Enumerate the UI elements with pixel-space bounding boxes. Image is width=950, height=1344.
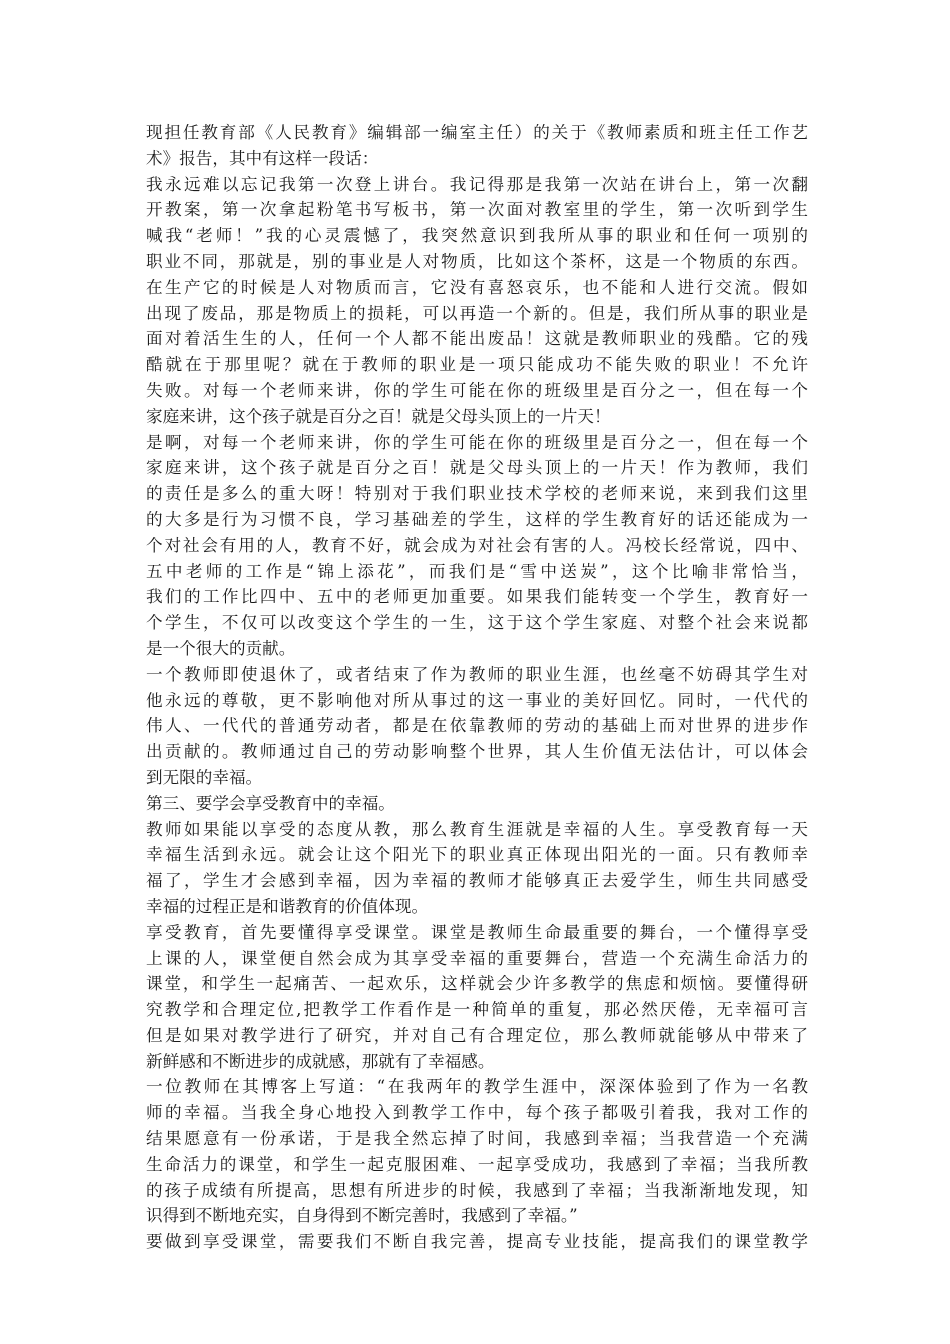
text-line: 的责任是多么的重大呀！特别对于我们职业技术学校的老师来说，来到我们这里	[146, 484, 808, 504]
text-line: 到无限的幸福。	[146, 767, 263, 787]
text-line: 出现了废品，那是物质上的损耗，可以再造一个新的。但是，我们所从事的职业是	[146, 303, 808, 323]
text-line: 一个教师即使退休了，或者结束了作为教师的职业生涯，也丝毫不妨碍其学生对	[146, 664, 808, 684]
text-line: 现担任教育部《人民教育》编辑部一编室主任）的关于《教师素质和班主任工作艺	[146, 123, 808, 142]
text-line: 失败。对每一个老师来讲，你的学生可能在你的班级里是百分之一，但在每一个	[146, 380, 808, 400]
text-line: 幸福生活到永远。就会让这个阳光下的职业真正体现出阳光的一面。只有教师幸	[146, 845, 808, 865]
text-line: 的大多是行为习惯不良，学习基础差的学生，这样的学生教育好的话还能成为一	[146, 509, 808, 529]
text-line: 职业不同，那就是，别的事业是人对物质，比如这个茶杯，这是一个物质的东西。	[146, 251, 808, 271]
text-line: 但是如果对教学进行了研究，并对自己有合理定位，那么教师就能够从中带来了	[146, 1025, 808, 1045]
text-line: 课堂，和学生一起痛苦、一起欢乐，这样就会少许多教学的焦虑和烦恼。要懂得研	[146, 974, 808, 994]
text-line: 享受教育，首先要懂得享受课堂。课堂是教师生命最重要的舞台，一个懂得享受	[146, 922, 808, 942]
text-line: 我们的工作比四中、五中的老师更加重要。如果我们能转变一个学生，教育好一	[146, 587, 808, 607]
text-line: 生命活力的课堂，和学生一起克服困难、一起享受成功，我感到了幸福；当我所教	[146, 1154, 808, 1174]
text-line: 面对着活生生的人，任何一个人都不能出废品！这就是教师职业的残酷。它的残	[146, 329, 808, 349]
text-line: 开教案，第一次拿起粉笔书写板书，第一次面对教室里的学生，第一次听到学生	[146, 200, 808, 220]
text-line: 幸福的过程正是和谐教育的价值体现。	[146, 896, 429, 916]
text-line: 的孩子成绩有所提高，思想有所进步的时候，我感到了幸福；当我渐渐地发现，知	[146, 1180, 808, 1200]
text-line: 究教学和合理定位,把教学工作看作是一种简单的重复，那必然厌倦，无幸福可言	[146, 1000, 808, 1020]
text-line: 酷就在于那里呢？就在于教师的职业是一项只能成功不能失败的职业！不允许	[146, 355, 808, 375]
text-line: 我永远难以忘记我第一次登上讲台。我记得那是我第一次站在讲台上，第一次翻	[146, 174, 808, 194]
text-line: 结果愿意有一份承诺，于是我全然忘掉了时间，我感到幸福；当我营造一个充满	[146, 1129, 808, 1149]
text-line: 新鲜感和不断进步的成就感，那就有了幸福感。	[146, 1051, 495, 1071]
text-line: 上课的人，课堂便自然会成为其享受幸福的重要舞台，营造一个充满生命活力的	[146, 948, 808, 968]
text-line: 家庭来讲，这个孩子就是百分之百！就是父母头顶上的一片天！	[146, 406, 611, 426]
text-line: 识得到不断地充实，自身得到不断完善时，我感到了幸福。”	[146, 1206, 578, 1226]
text-line: 第三、要学会享受教育中的幸福。	[146, 793, 395, 813]
text-line: 五中老师的工作是“锦上添花”，而我们是“雪中送炭”，这个比喻非常恰当，	[146, 561, 808, 581]
text-line: 福了，学生才会感到幸福，因为幸福的教师才能够真正去爱学生，师生共同感受	[146, 871, 808, 891]
text-line: 个学生，不仅可以改变这个学生的一生，这于这个学生家庭、对整个社会来说都	[146, 613, 808, 633]
text-line: 他永远的尊敬，更不影响他对所从事过的这一事业的美好回忆。同时，一代代的	[146, 690, 808, 710]
text-line: 要做到享受课堂，需要我们不断自我完善，提高专业技能，提高我们的课堂教学	[146, 1232, 808, 1252]
text-line: 师的幸福。当我全身心地投入到教学工作中，每个孩子都吸引着我，我对工作的	[146, 1103, 808, 1123]
text-line: 出贡献的。教师通过自己的劳动影响整个世界，其人生价值无法估计，可以体会	[146, 742, 808, 762]
text-line: 教师如果能以享受的态度从教，那么教育生涯就是幸福的人生。享受教育每一天	[146, 819, 808, 839]
text-line: 术》报告，其中有这样一段话：	[146, 148, 379, 168]
text-line: 喊我“老师！”我的心灵震憾了，我突然意识到我所从事的职业和任何一项别的	[146, 226, 808, 246]
text-line: 个对社会有用的人，教育不好，就会成为对社会有害的人。冯校长经常说，四中、	[146, 535, 808, 555]
text-line: 伟人、一代代的普通劳动者，都是在依靠教师的劳动的基础上而对世界的进步作	[146, 716, 808, 736]
text-line: 在生产它的时候是人对物质而言，它没有喜怒哀乐，也不能和人进行交流。假如	[146, 277, 808, 297]
text-line: 是啊，对每一个老师来讲，你的学生可能在你的班级里是百分之一，但在每一个	[146, 432, 808, 452]
text-line: 一位教师在其博客上写道：“在我两年的教学生涯中，深深体验到了作为一名教	[146, 1077, 808, 1097]
text-line: 是一个很大的贡献。	[146, 638, 296, 658]
document-body	[146, 120, 808, 1255]
text-line: 家庭来讲，这个孩子就是百分之百！就是父母头顶上的一片天！作为教师，我们	[146, 458, 808, 478]
